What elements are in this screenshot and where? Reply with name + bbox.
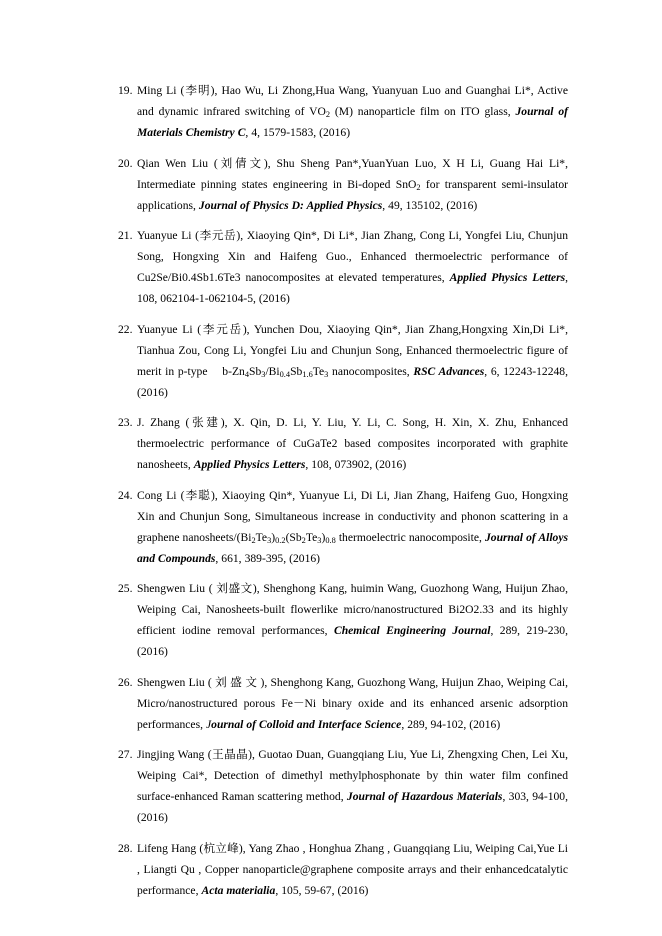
reference-citation: , 289, 94-102, (2016) xyxy=(401,717,501,731)
reference-title-post: thermoelectric nanocomposite, xyxy=(335,530,482,544)
reference-number: 26. xyxy=(118,675,133,689)
journal-name: Journal of Alloys and Compounds xyxy=(137,530,569,565)
formula-subscript: 0.2 xyxy=(275,535,286,545)
journal-name: Applied Physics Letters xyxy=(449,271,566,284)
reference-title: Enhanced thermoelectric performance of CuGaTe2 based composites incorporated with graphite nanosheets, xyxy=(137,416,569,471)
journal-name: Chemical Engineering Journal xyxy=(333,624,491,637)
formula-subscript: 0.8 xyxy=(325,535,336,545)
reference-text xyxy=(137,319,568,403)
formula-subscript: 3 xyxy=(317,535,322,545)
reference-citation: , 108, 062104-1-062104-5, (2016) xyxy=(137,271,569,305)
reference-list xyxy=(118,80,568,901)
reference-authors: Lifeng Hang (杭立峰), Yang Zhao , Honghua Zhang , Guangqiang Liu, Weiping Cai,Yue Li , Liangti Qu , xyxy=(137,841,568,876)
reference-title-post: for transparent semi-insulator applications, xyxy=(137,177,568,212)
reference-text xyxy=(137,838,568,901)
reference-citation: , 108, 073902, (2016) xyxy=(305,458,407,471)
reference-citation: , 661, 389-395, (2016) xyxy=(215,551,321,565)
reference-entry-28 xyxy=(118,838,568,901)
formula-subscript: 2 xyxy=(301,535,306,545)
journal-name: Journal of Hazardous Materials xyxy=(346,790,503,803)
formula-subscript: 2 xyxy=(251,535,256,545)
reference-number: 22. xyxy=(118,322,133,336)
reference-authors: Ming Li (李明), Hao Wu, Li Zhong,Hua Wang, Yuanyuan Luo and Guanghai Li*, xyxy=(137,84,534,97)
formula-subscript: 3 xyxy=(261,369,266,379)
reference-number: 24. xyxy=(118,488,133,502)
chemical-formula: $(Bi_2Te_3)_{0.2}(Sb_2Te_3)_{0.8}$ xyxy=(236,530,336,545)
reference-citation: , 49, 135102, (2016) xyxy=(382,198,478,212)
reference-text: Cong Li (李聪), Xiaoying Qin*, Yuanyue Li, Di Li, Jian Zhang, Haifeng Guo, Hongxing Xin and Chunjun Song, Simultaneous increase in conductivity and phonon scattering in a graphene nanosheets/$(Bi_2Te_3)_{0.2}(Sb_2Te_3)_{0.8}$ thermoelectric nanocomposite, Journal of Alloys and Compounds, 661, 389-395, (2016) xyxy=(137,488,569,565)
reference-authors: Cong Li (李聪), Xiaoying Qin*, Yuanyue Li, Di Li, Jian Zhang, Haifeng Guo, Hongxing Xin and Chunjun Song, xyxy=(137,488,568,523)
reference-authors: Jingjing Wang (王晶晶), Guotao Duan, Guangqiang Liu, Yue Li, Zhengxing Chen, Lei Xu, Weiping Cai*, xyxy=(137,748,568,782)
reference-text xyxy=(137,744,568,828)
reference-text xyxy=(137,225,568,309)
reference-title: Detection of dimethyl methylphosphonate by thin water film confined surface-enhanced Raman scattering method, xyxy=(137,769,568,803)
reference-authors: Yuanyue Li (李元岳), Yunchen Dou, Xiaoying Qin*, Jian Zhang,Hongxing Xin,Di Li*, Tianhua Zou, Cong Li, Yongfei Liu and Chunjun Song, xyxy=(137,322,568,357)
reference-text xyxy=(137,412,568,475)
reference-entry-22 xyxy=(118,319,568,403)
reference-entry-26 xyxy=(118,672,568,735)
reference-text xyxy=(137,578,568,662)
reference-citation: , 4, 1579-1583, (2016) xyxy=(245,126,351,139)
chemical-formula: $b-Zn_4Sb_3/Bi_{0.4}Sb_{1.6}Te_3$ xyxy=(222,364,329,379)
reference-entry-24 xyxy=(118,485,568,569)
reference-citation: , 303, 94-100, (2016) xyxy=(137,790,568,824)
reference-title-pre: Intermediate pinning states engineering in Bi-doped SnO xyxy=(137,177,417,191)
journal-name: RSC Advances xyxy=(413,364,485,378)
formula-subscript: 4 xyxy=(244,369,250,379)
reference-number: 25. xyxy=(118,582,133,595)
reference-authors: J. Zhang (张建), X. Qin, D. Li, Y. Liu, Y. Li, C. Song, H. Xin, X. Zhu, xyxy=(137,416,517,429)
reference-authors: Yuanyue Li (李元岳), Xiaoying Qin*, Di Li*, Jian Zhang, Cong Li, Yongfei Liu, Chunjun Song, Hongxing Xin and Haifeng Guo., xyxy=(137,229,568,263)
reference-citation: , 6, 12243-12248, (2016) xyxy=(137,364,568,399)
journal-name: Acta materialia xyxy=(201,883,276,897)
journal-name: Applied Physics Letters xyxy=(193,458,306,471)
reference-entry-27 xyxy=(118,744,568,828)
formula-subscript: 3 xyxy=(324,369,329,379)
reference-authors: Shengwen Liu ( 刘盛文), Shenghong Kang, huimin Wang, Guozhong Wang, Huijun Zhao, Weiping Cai, xyxy=(137,582,568,616)
reference-title-post: (M) nanoparticle film on ITO glass, xyxy=(330,105,511,118)
reference-title-post: nanocomposites, xyxy=(328,364,410,378)
formula-subscript: 1.6 xyxy=(302,369,313,379)
reference-number: 19. xyxy=(118,84,133,97)
reference-title: Nanosheets-built flowerlike micro/nanostructured Bi2O2.33 and its highly efficient iodine removal performances, xyxy=(137,603,569,637)
reference-title: Copper nanoparticle@graphene composite arrays and their enhancedcatalytic performance, xyxy=(137,862,569,897)
journal-name-lead: J xyxy=(205,717,212,731)
reference-subscript: 2 xyxy=(416,182,421,192)
reference-entry-20 xyxy=(118,153,568,216)
reference-subscript: 2 xyxy=(325,109,331,119)
reference-number: 28. xyxy=(118,841,133,855)
reference-entry-25 xyxy=(118,578,568,662)
reference-entry-23 xyxy=(118,412,568,475)
formula-subscript: 0.4 xyxy=(279,369,291,379)
reference-authors: Shengwen Liu ( 刘 盛 文 ), Shenghong Kang, Guozhong Wang, Huijun Zhao, Weiping Cai, xyxy=(137,675,568,689)
reference-entry-19 xyxy=(118,80,568,143)
journal-name: ournal of Colloid and Interface Science xyxy=(211,717,402,731)
reference-number: 21. xyxy=(118,229,133,242)
formula-subscript: 3 xyxy=(267,535,272,545)
reference-citation: , 105, 59-67, (2016) xyxy=(275,883,369,897)
reference-text xyxy=(137,153,568,216)
journal-name: Journal of Physics D: Applied Physics xyxy=(198,198,383,212)
reference-citation: , 289, 219-230, (2016) xyxy=(137,624,569,658)
reference-title: Enhanced thermoelectric performance of Cu2Se/Bi0.4Sb1.6Te3 nanocomposites at elevated temperatures, xyxy=(137,250,569,284)
reference-entry-21 xyxy=(118,225,568,309)
reference-text xyxy=(137,80,568,143)
reference-number: 27. xyxy=(118,748,133,761)
reference-number: 20. xyxy=(118,156,133,170)
reference-title-pre: Enhanced thermoelectric figure of merit in p-type xyxy=(137,343,568,378)
reference-text: Shengwen Liu ( 刘 盛 文 ), Shenghong Kang, Guozhong Wang, Huijun Zhao, Weiping Cai, Micro/nanostructured porous Fe－Ni binary oxide and its enhanced arsenic adsorption performances, Journal of Colloid and Interface Science, 289, 94-102, (2016) xyxy=(137,675,568,731)
journal-name: Journal of Materials Chemistry C xyxy=(137,105,568,139)
reference-title-pre: Active and dynamic infrared switching of VO xyxy=(137,84,568,118)
reference-number: 23. xyxy=(118,416,133,429)
reference-authors: Qian Wen Liu (刘倩文), Shu Sheng Pan*,YuanYuan Luo, X H Li, Guang Hai Li*, xyxy=(137,156,568,170)
